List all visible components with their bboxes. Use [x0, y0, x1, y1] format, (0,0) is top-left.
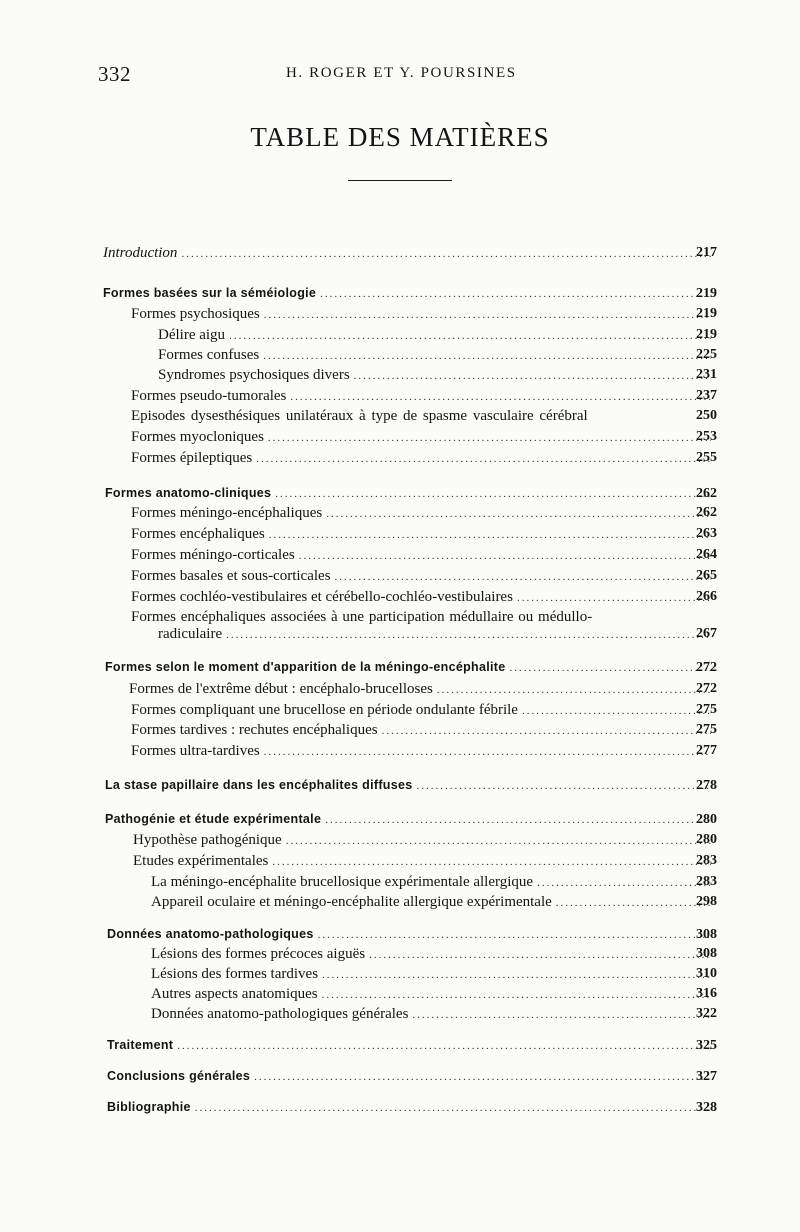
toc-entry: [131, 743, 715, 760]
dot-leader: [322, 989, 711, 1001]
toc-entry: [151, 874, 715, 891]
page-title: TABLE DES MATIÈRES: [250, 122, 550, 152]
toc-page: 231: [696, 367, 717, 382]
toc-entry: [151, 966, 715, 983]
toc-entry: [131, 429, 715, 446]
toc-entry: [131, 450, 715, 467]
toc-page: 266: [696, 589, 717, 604]
toc-page: 283: [696, 853, 717, 868]
toc-entry: [131, 306, 715, 323]
toc-section-conclusions: [107, 1069, 715, 1083]
toc-label: Autres aspects anatomiques: [151, 986, 318, 1002]
dot-leader: [286, 835, 711, 847]
toc-page: 328: [696, 1100, 717, 1115]
dot-leader: [354, 370, 711, 382]
dot-leader: [517, 592, 711, 604]
running-title: H. ROGER ET Y. POURSINES: [286, 65, 517, 81]
toc-label: Données anatomo-pathologiques: [107, 927, 314, 941]
dot-leader: [264, 746, 711, 758]
dot-leader: [335, 571, 711, 583]
toc-label: Conclusions générales: [107, 1069, 251, 1083]
toc-page: 298: [696, 894, 717, 909]
dot-leader: [556, 897, 711, 909]
toc-entry: [131, 722, 715, 739]
toc-page: 219: [696, 327, 717, 342]
toc-section-donnees: [107, 927, 715, 941]
dot-leader: [195, 1102, 711, 1114]
toc-entry: [131, 702, 715, 719]
toc-entry: [151, 1006, 715, 1023]
toc-page: 237: [696, 388, 717, 403]
toc-page: 322: [696, 1006, 717, 1021]
toc-label: Formes basées sur la séméiologie: [103, 286, 317, 300]
toc-page: 277: [696, 743, 717, 758]
toc-label: Formes cochléo-vestibulaires et cérébello-cochléo-vestibulaires: [131, 589, 513, 605]
toc-page: 253: [696, 429, 717, 444]
toc-label: Syndromes psychosiques divers: [158, 367, 350, 383]
toc-label: Pathogénie et étude expérimentale: [105, 812, 322, 826]
dot-leader: [299, 550, 711, 562]
dot-leader: [416, 780, 711, 792]
toc-section-pathogenie: [105, 812, 715, 826]
toc-label: Formes myocloniques: [131, 429, 264, 445]
toc-entry: [151, 986, 715, 1003]
dot-leader: [272, 856, 711, 868]
toc-label: Formes tardives : rechutes encéphaliques: [131, 722, 378, 738]
toc-page: 267: [696, 626, 717, 641]
toc-section-bibliographie: [107, 1100, 715, 1114]
dot-leader: [522, 705, 711, 717]
toc-page: 316: [696, 986, 717, 1001]
toc-entry: [131, 408, 715, 425]
toc-page: 264: [696, 547, 717, 562]
dot-leader: [326, 508, 711, 520]
toc-page: 308: [696, 946, 717, 961]
dot-leader: [322, 969, 711, 981]
toc-section-stase: [105, 778, 715, 792]
toc-page: 262: [696, 505, 717, 520]
toc-label: Formes compliquant une brucellose en période ondulante fébrile: [131, 702, 518, 718]
toc-label: Formes encéphaliques: [131, 526, 265, 542]
toc-label: Formes épileptiques: [131, 450, 253, 466]
toc-label: Formes pseudo-tumorales: [131, 388, 287, 404]
toc-label: Formes de l'extrême début : encéphalo-brucelloses: [129, 681, 433, 697]
toc-page: 265: [696, 568, 717, 583]
toc-section-anatomo-cliniques: [105, 486, 715, 500]
toc-page: 263: [696, 526, 717, 541]
toc-label: Formes confuses: [158, 347, 260, 363]
toc-page: 278: [696, 778, 717, 793]
dot-leader: [537, 877, 711, 889]
toc-page: 255: [696, 450, 717, 465]
toc-label: Traitement: [107, 1038, 174, 1052]
dot-leader: [325, 814, 711, 826]
toc-page: 225: [696, 347, 717, 362]
dot-leader: [177, 1040, 711, 1052]
toc-label: Formes ultra-tardives: [131, 743, 260, 759]
toc-label: La stase papillaire dans les encéphalites diffuses: [105, 778, 413, 792]
dot-leader: [510, 662, 711, 674]
dot-leader: [256, 453, 711, 465]
toc-label: radiculaire: [158, 626, 223, 642]
toc-page: 272: [696, 660, 717, 675]
toc-label: Etudes expérimentales: [133, 853, 269, 869]
toc-entry: [131, 505, 715, 522]
toc-label: Formes psychosiques: [131, 306, 260, 322]
toc-entry: [131, 526, 715, 543]
toc-label: Formes selon le moment d'apparition de la méningo-encéphalite: [105, 660, 506, 674]
toc-page: 308: [696, 927, 717, 942]
dot-leader: [290, 391, 711, 403]
dot-leader: [226, 629, 711, 641]
toc-entry-introduction: [103, 245, 715, 262]
toc-entry-line1: Formes encéphaliques associées à une participation médullaire ou médullo-: [131, 609, 593, 625]
dot-leader: [369, 949, 711, 961]
toc-label: Hypothèse pathogénique: [133, 832, 282, 848]
dot-leader: [382, 725, 711, 737]
toc-page: 275: [696, 722, 717, 737]
toc-label: Lésions des formes tardives: [151, 966, 319, 982]
dot-leader: [229, 330, 711, 342]
toc-section-semeiologie: [103, 286, 715, 300]
toc-entry: [133, 832, 715, 849]
dot-leader: [181, 248, 711, 260]
dot-leader: [437, 684, 711, 696]
toc-entry: [131, 568, 715, 585]
toc-page: 219: [696, 286, 717, 301]
toc-page: 327: [696, 1069, 717, 1084]
dot-leader: [320, 288, 711, 300]
toc-page: 219: [696, 306, 717, 321]
toc-entry: [131, 547, 715, 564]
dot-leader: [268, 432, 711, 444]
toc-page: 262: [696, 486, 717, 501]
toc-label: Episodes dysesthésiques unilatéraux à type de spasme vasculaire cérébral: [131, 408, 588, 424]
toc-entry: [151, 946, 715, 963]
dot-leader: [269, 529, 711, 541]
toc-label: Introduction: [103, 245, 178, 261]
toc-entry: [158, 327, 715, 344]
toc-entry: [131, 589, 715, 606]
toc-page: 275: [696, 702, 717, 717]
toc-label: Formes basales et sous-corticales: [131, 568, 331, 584]
toc-label: Formes méningo-corticales: [131, 547, 295, 563]
dot-leader: [275, 488, 711, 500]
dot-leader: [264, 309, 711, 321]
toc-entry: [158, 347, 715, 364]
toc-page: 217: [696, 245, 717, 260]
toc-page: 325: [696, 1038, 717, 1053]
toc-label: Appareil oculaire et méningo-encéphalite allergique expérimentale: [151, 894, 552, 910]
toc-entry: [129, 681, 715, 698]
toc-page: 280: [696, 812, 717, 827]
dot-leader: [318, 929, 711, 941]
toc-page: 283: [696, 874, 717, 889]
dot-leader: [254, 1071, 711, 1083]
toc-entry: [133, 853, 715, 870]
toc-label: Données anatomo-pathologiques générales: [151, 1006, 409, 1022]
page-number: 332: [98, 62, 131, 86]
toc-label: Bibliographie: [107, 1100, 191, 1114]
toc-label: Formes méningo-encéphaliques: [131, 505, 323, 521]
toc-label: Formes anatomo-cliniques: [105, 486, 272, 500]
toc-entry: [151, 894, 715, 911]
dot-leader: [412, 1009, 711, 1021]
toc-page: 280: [696, 832, 717, 847]
toc-page: 272: [696, 681, 717, 696]
toc-page: 310: [696, 966, 717, 981]
toc-entry: [158, 626, 715, 643]
toc-section-apparition: [105, 660, 715, 674]
toc-label: La méningo-encéphalite brucellosique expérimentale allergique: [151, 874, 534, 890]
toc-entry: [131, 388, 715, 405]
toc-entry: [158, 367, 715, 384]
toc-page: 250: [696, 408, 717, 423]
dot-leader: [263, 350, 711, 362]
toc-label: Lésions des formes précoces aiguës: [151, 946, 366, 962]
toc-label: Délire aigu: [158, 327, 226, 343]
toc-section-traitement: [107, 1038, 715, 1052]
